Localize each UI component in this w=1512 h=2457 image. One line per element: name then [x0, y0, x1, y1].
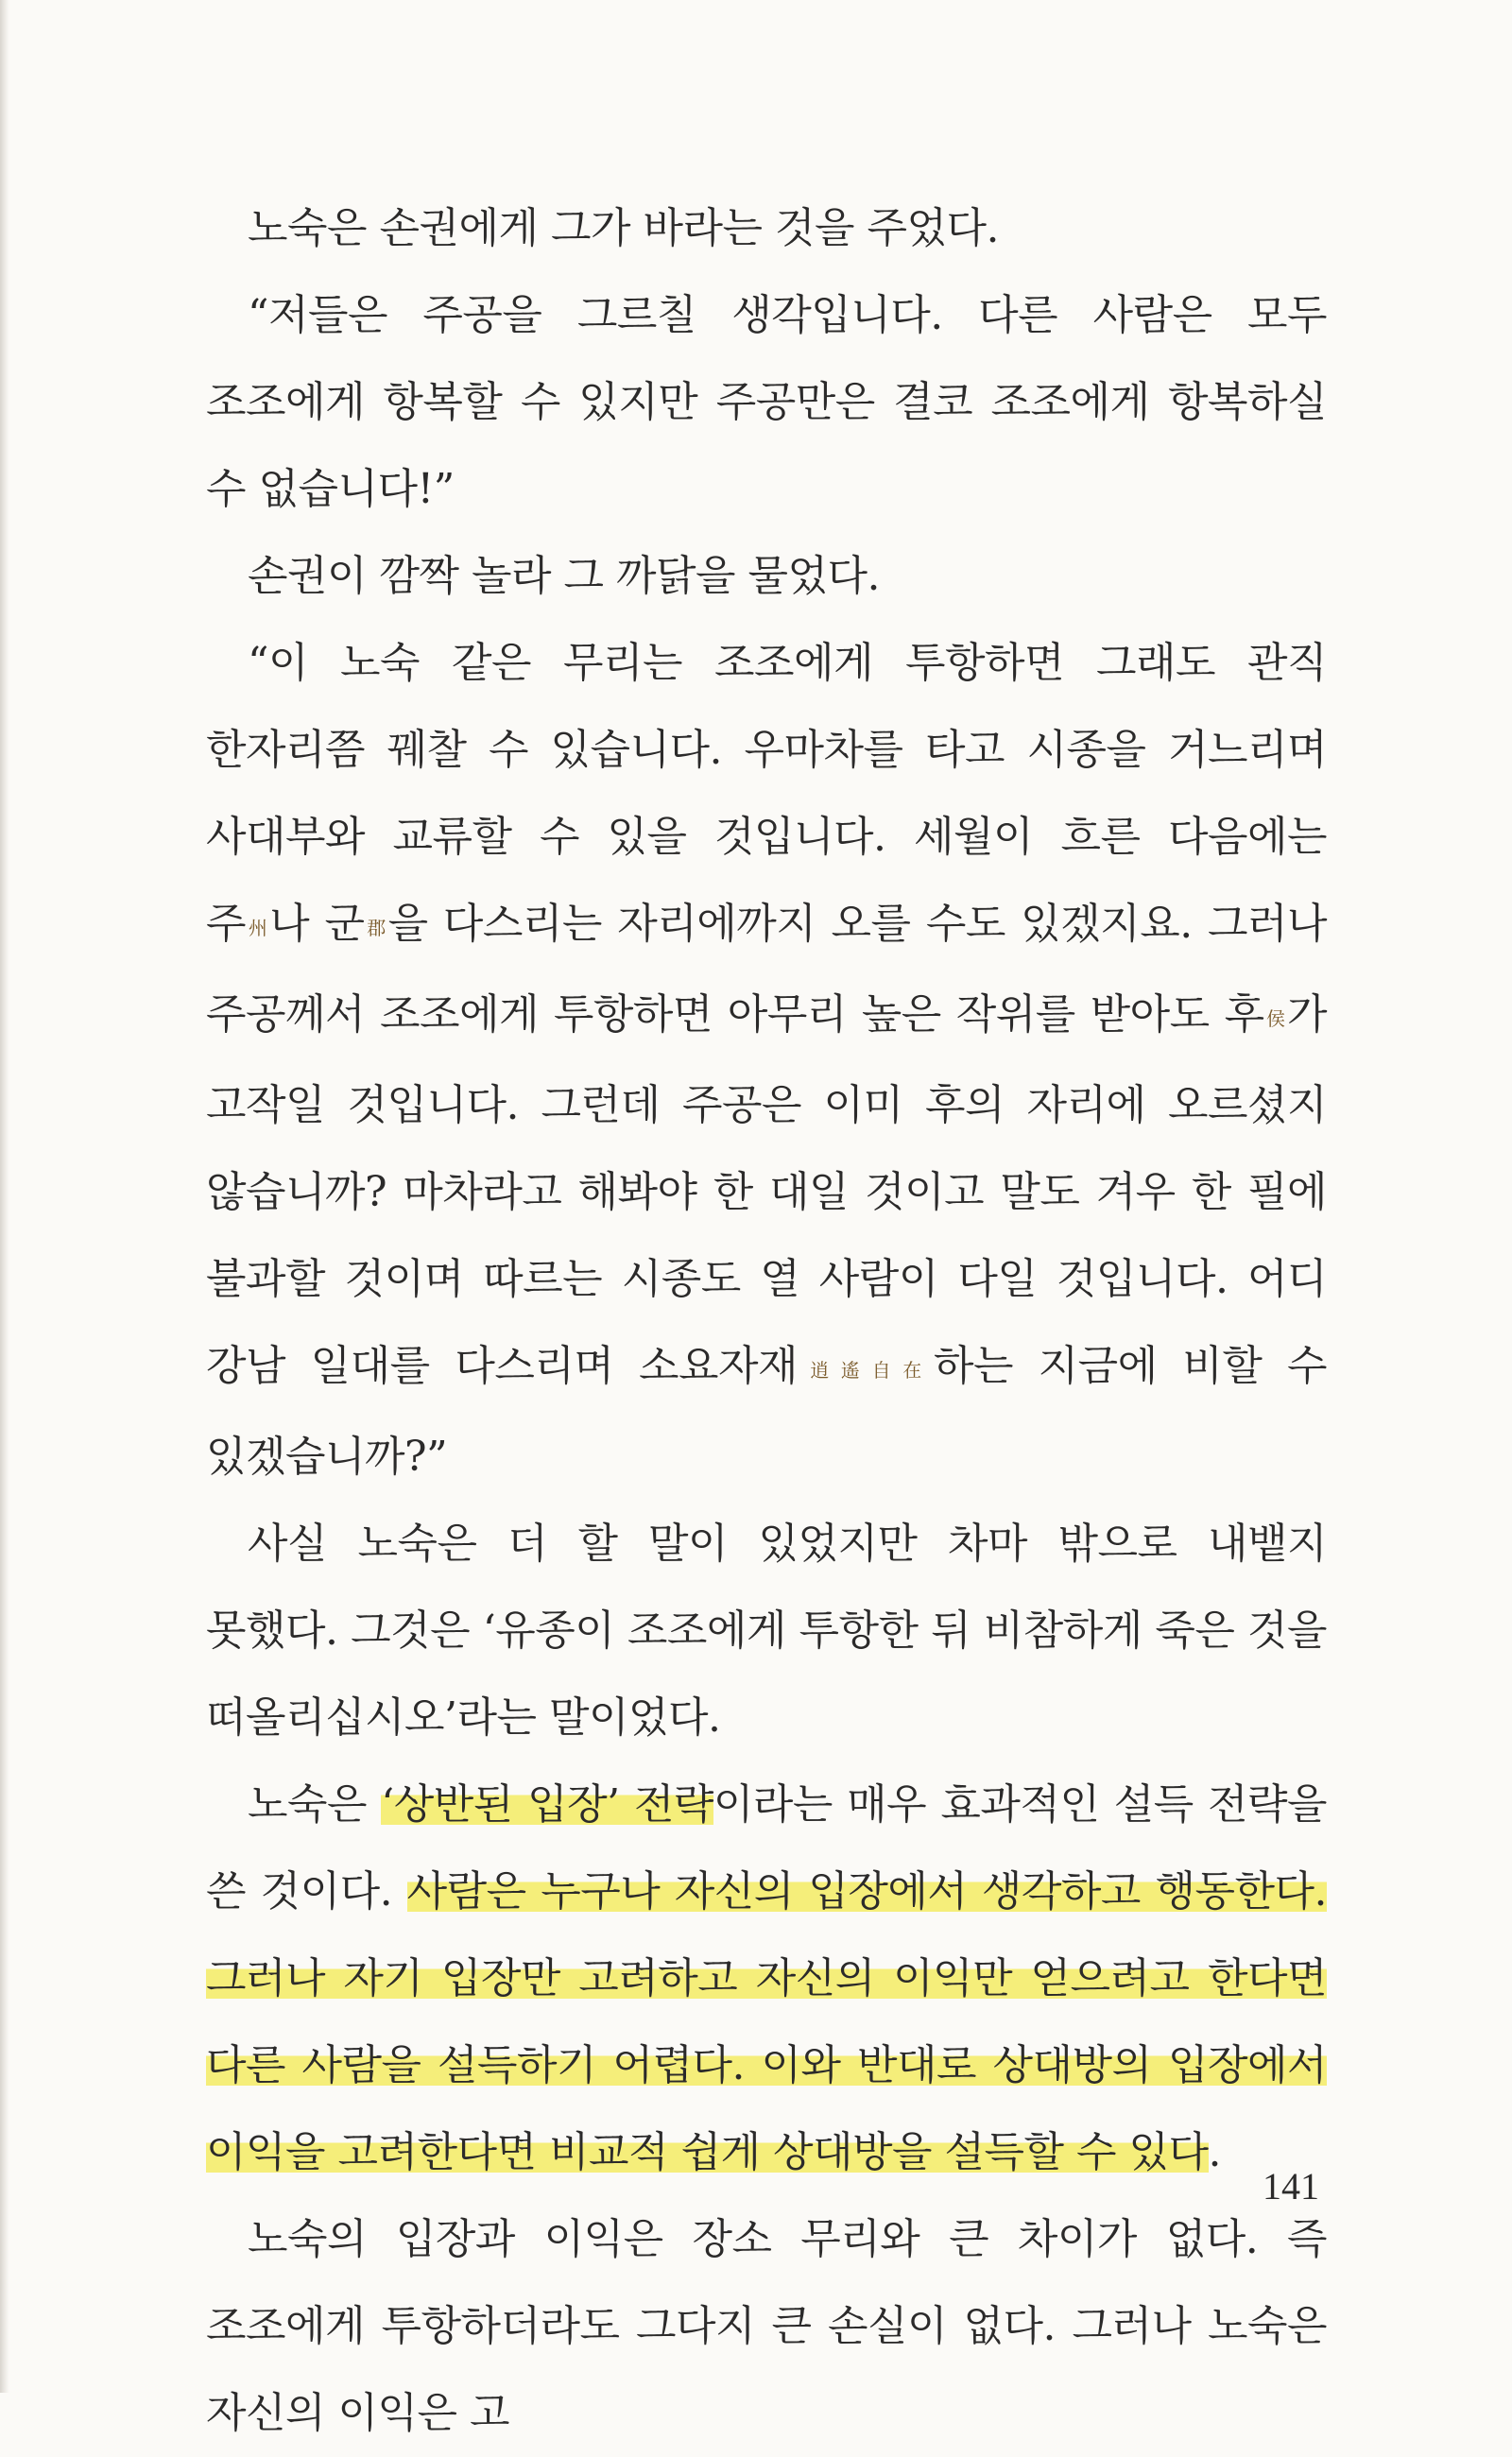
paragraph-4-text-b: 나 군: [269, 900, 365, 948]
paragraph-4-text-d: 가 고작일 것입니다. 그런데 주공은 이미 후의 자리에 오르셨지 않습니까? 마차라고 해봐야 한 대일 것이고 말도 겨우 한 필에 불과할 것이며 따르는 시종도 열 사람이 다일 것입니다. 어디 강남 일대를 다스리며 소요자재: [206, 990, 1328, 1390]
hanja-note-ju: 州: [246, 917, 270, 939]
paragraph-6-text-c: .: [1208, 2128, 1221, 2176]
paragraph-6-text-a: 노숙은: [248, 1780, 382, 1829]
paragraph-4: [206, 620, 1327, 1501]
paragraph-6: [206, 1761, 1327, 2196]
paragraph-2: “저들은 주공을 그르칠 생각입니다. 다른 사람은 모두 조조에게 항복할 수 있지만 주공만은 결코 조조에게 항복하실 수 없습니다!”: [206, 291, 1327, 513]
paragraph-4-text-c: 을 다스리는 자리에까지 오를 수도 있겠지요. 그러나 주공께서 조조에게 투항하면 아무리 높은 작위를 받아도 후: [206, 900, 1327, 1039]
hanja-note-hu: 侯: [1263, 1007, 1287, 1030]
hanja-note-gun: 郡: [364, 917, 388, 939]
paragraph-1: 노숙은 손권에게 그가 바라는 것을 주었다.: [248, 204, 999, 252]
paragraph-3: 손권이 깜짝 놀라 그 까닭을 물었다.: [248, 552, 880, 600]
hanja-note-soyojajae: 逍遙自在: [798, 1359, 934, 1382]
book-text-body: [206, 185, 1327, 2457]
highlight-strategy-name: ‘상반된 입장’ 전략: [381, 1780, 713, 1829]
paragraph-4-text-a: “이 노숙 같은 무리는 조조에게 투항하면 그래도 관직 한자리쯤 꿰찰 수 있습니다. 우마차를 타고 시종을 거느리며 사대부와 교류할 수 있을 것입니다. 세월이 흐른 다음에는 주: [206, 639, 1327, 948]
paragraph-5: 사실 노숙은 더 할 말이 있었지만 차마 밖으로 내뱉지 못했다. 그것은 ‘유종이 조조에게 투항한 뒤 비참하게 죽은 것을 떠올리십시오’라는 말이었다.: [206, 1520, 1327, 1742]
highlight-persuasion-passage: 사람은 누구나 자신의 입장에서 생각하고 행동한다. 그러나 자기 입장만 고려하고 자신의 이익만 얻으려고 한다면 다른 사람을 설득하기 어렵다. 이와 반대로 상대방의 입장에서 이익을 고려한다면 비교적 쉽게 상대방을 설득할 수 있다: [206, 1867, 1327, 2176]
paragraph-7: 노숙의 입장과 이익은 장소 무리와 큰 차이가 없다. 즉 조조에게 투항하더라도 그다지 큰 손실이 없다. 그러나 노숙은 자신의 이익은 고: [206, 2215, 1327, 2437]
page-edge-shadow: [0, 0, 9, 2393]
paragraph-6-text-b: 이라는 매우 효과적인 설득 전략을 쓴 것이다.: [206, 1780, 1328, 1916]
paragraph-4-text-e: 하는 지금에 비할 수 있겠습니까?”: [206, 1342, 1328, 1481]
page-number: 141: [1263, 2165, 1319, 2208]
